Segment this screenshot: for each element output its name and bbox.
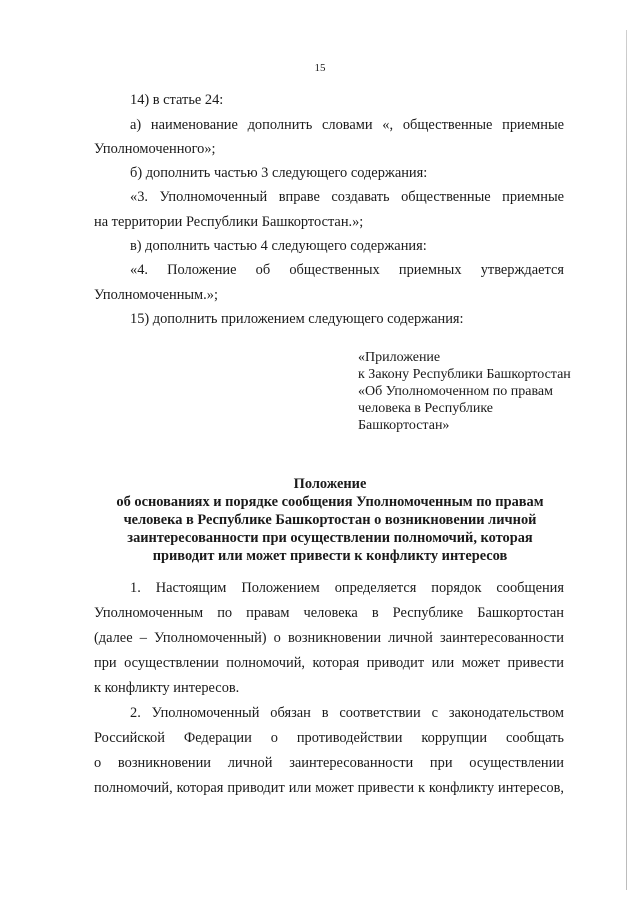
- text-line: Уполномоченным.»;: [94, 287, 218, 303]
- text-line: в) дополнить частью 4 следующего содержания:: [130, 238, 427, 254]
- body-line: 2. Уполномоченный обязан в соответствии с законодательством: [130, 705, 564, 721]
- body-line: Уполномоченным по правам человека в Республике Башкортостан: [94, 605, 564, 621]
- attachment-line: человека в Республике: [358, 401, 494, 416]
- body-line: полномочий, которая приводит или может привести к конфликту интересов,: [94, 780, 564, 796]
- body-line: к конфликту интересов.: [94, 680, 240, 696]
- body-line: при осуществлении полномочий, которая приводит или может привести: [94, 655, 564, 671]
- section-title: об основаниях и порядке сообщения Уполномоченным по правам: [116, 494, 544, 510]
- body-line: о возникновении личной заинтересованности при осуществлении: [94, 755, 564, 771]
- section-title: приводит или может привести к конфликту интересов: [152, 548, 508, 564]
- text-line: 14) в статье 24:: [130, 92, 224, 108]
- attachment-line: Башкортостан»: [358, 418, 450, 433]
- text-line: Уполномоченного»;: [94, 141, 216, 157]
- section-title: человека в Республике Башкортостан о возникновении личной: [123, 512, 537, 528]
- scan-edge-line: [626, 30, 627, 890]
- text-line: 15) дополнить приложением следующего содержания:: [130, 311, 464, 327]
- text-line: «3. Уполномоченный вправе создавать общественные приемные: [130, 189, 564, 205]
- attachment-line: «Об Уполномоченном по правам: [358, 384, 553, 399]
- text-line: б) дополнить частью 3 следующего содержания:: [130, 165, 428, 181]
- body-line: 1. Настоящим Положением определяется порядок сообщения: [130, 580, 564, 596]
- text-line: на территории Республики Башкортостан.»;: [94, 214, 364, 230]
- section-title: заинтересованности при осуществлении полномочий, которая: [127, 530, 533, 546]
- attachment-line: к Закону Республики Башкортостан: [358, 367, 571, 382]
- text-line: «4. Положение об общественных приемных утверждается: [130, 262, 564, 278]
- section-title: Положение: [293, 476, 367, 492]
- attachment-line: «Приложение: [358, 350, 441, 365]
- text-line: а) наименование дополнить словами «, общественные приемные: [130, 117, 564, 133]
- body-line: (далее – Уполномоченный) о возникновении личной заинтересованности: [94, 630, 564, 646]
- page-number: 15: [314, 62, 326, 74]
- body-line: Российской Федерации о противодействии коррупции сообщать: [94, 730, 564, 746]
